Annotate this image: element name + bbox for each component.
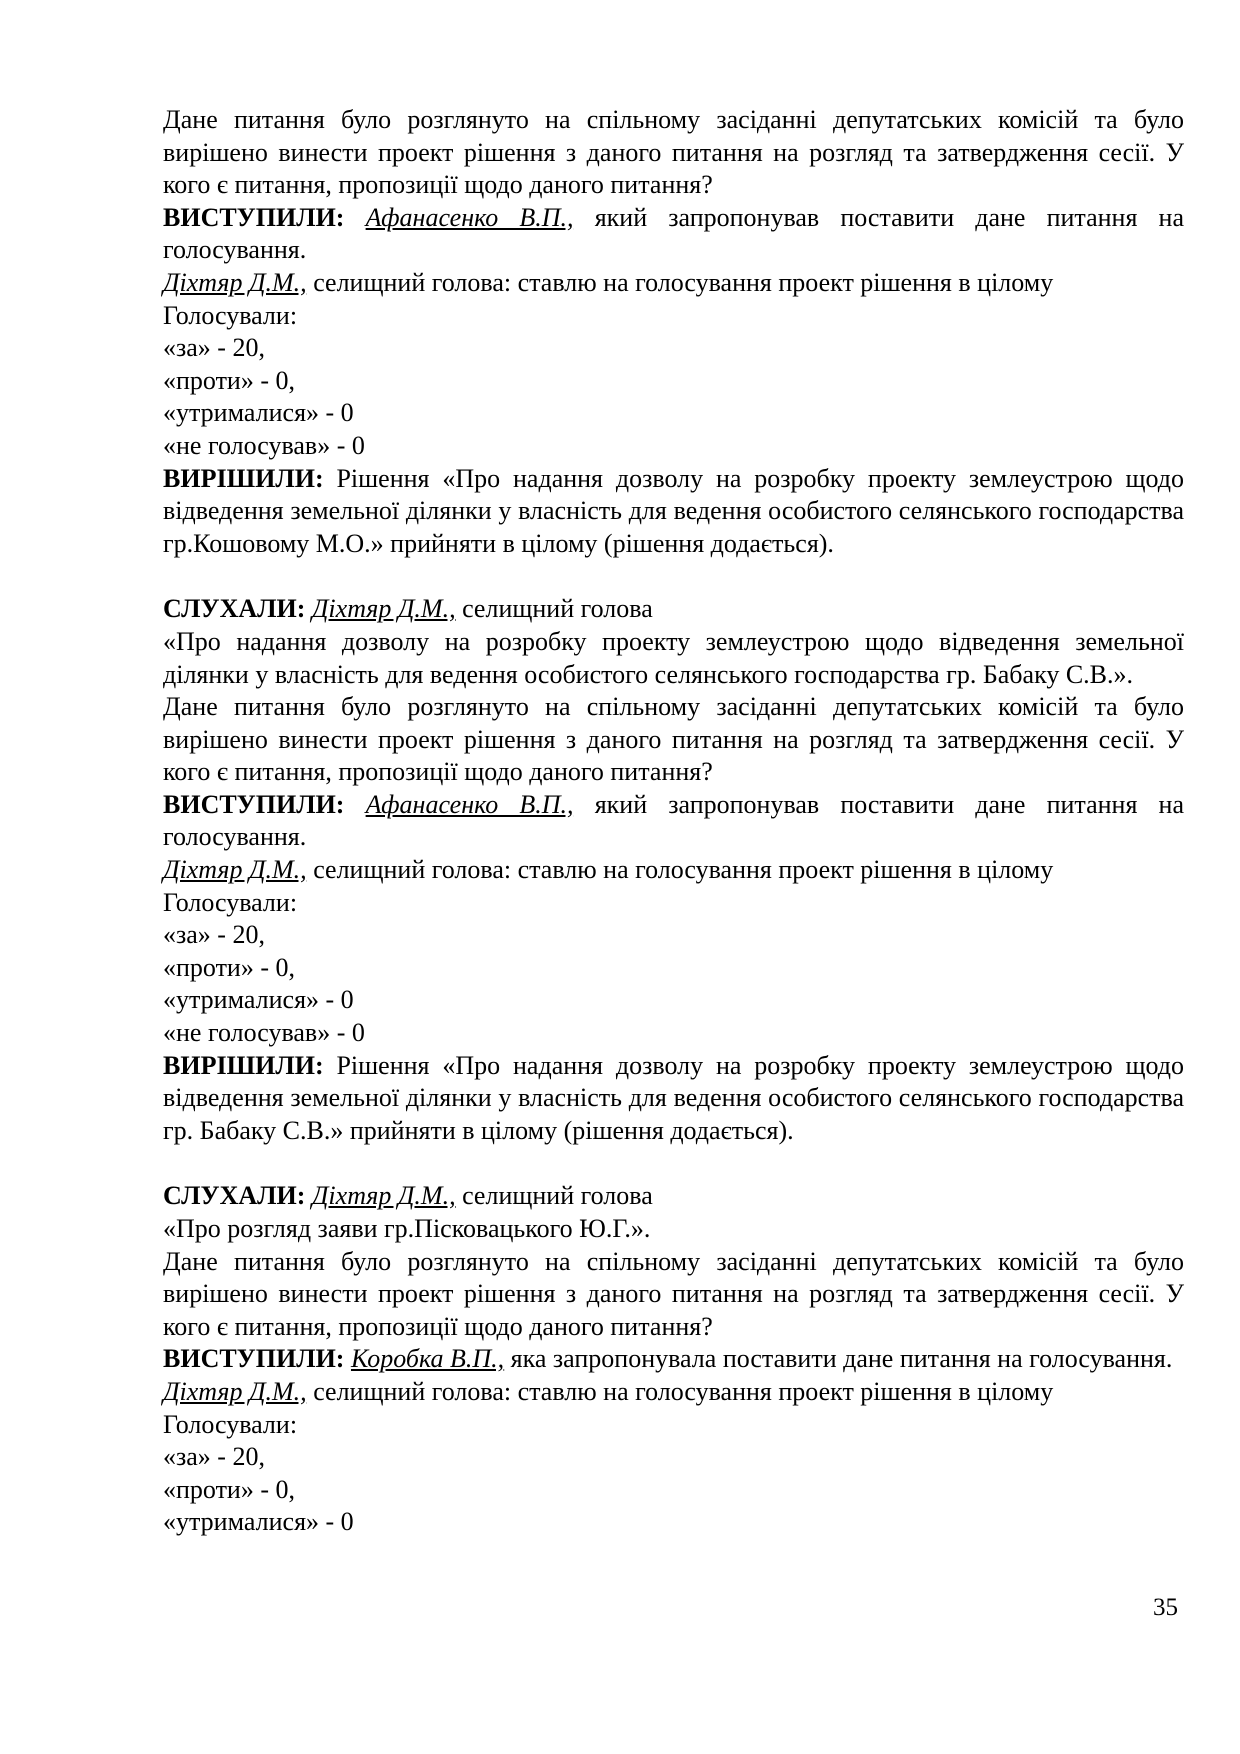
speaker-name: Афанасенко В.П.,	[365, 202, 574, 232]
head-text: селищний голова: ставлю на голосування проект рішення в цілому	[306, 1376, 1054, 1406]
vote-for: «за» - 20,	[163, 920, 265, 950]
document-page	[163, 104, 1184, 1539]
vote-abstained: «утрималися» - 0	[163, 398, 354, 428]
vote-for: «за» - 20,	[163, 1442, 265, 1472]
heard-label: СЛУХАЛИ:	[163, 594, 306, 624]
decision-label: ВИРІШИЛИ:	[163, 463, 324, 493]
spoke-label: ВИСТУПИЛИ:	[163, 789, 345, 819]
vote-against: «проти» - 0,	[163, 1474, 296, 1504]
spoke-paragraph	[163, 202, 1184, 267]
head-text: селищний голова: ставлю на голосування проект рішення в цілому	[306, 855, 1054, 885]
spoke-text: який запропонував поставити дане питання на голосування.	[163, 789, 1185, 852]
head-name: Діхтяр Д.М.,	[163, 267, 307, 297]
section-gap	[163, 1147, 1184, 1180]
decision-label: ВИРІШИЛИ:	[163, 1050, 324, 1080]
speaker-name: Афанасенко В.П.,	[365, 789, 574, 819]
voted-label: Голосували:	[163, 1409, 298, 1439]
head-paragraph	[163, 267, 1184, 300]
heard-label: СЛУХАЛИ:	[163, 1181, 306, 1211]
agenda-title: «Про надання дозволу на розробку проекту землеустрою щодо відведення земельної ділянки у власність для ведення особистого селянського господарства гр. Бабаку С.В.».	[163, 626, 1184, 689]
vote-not-voted: «не голосував» - 0	[163, 430, 365, 460]
section-gap	[163, 560, 1184, 593]
intro-paragraph: Дане питання було розглянуто на спільному засіданні депутатських комісій та було вирішено винести проект рішення з даного питання на розгляд та затвердження сесії. У кого є питання, пропозиції щодо даного питання?	[163, 1246, 1184, 1341]
heard-text: селищний голова	[455, 1181, 653, 1211]
agenda-title: «Про розгляд заяви гр.Пісковацького Ю.Г.».	[163, 1214, 651, 1243]
page-number: 35	[1153, 1594, 1178, 1621]
heard-paragraph	[163, 1180, 1184, 1213]
heard-name: Діхтяр Д.М.,	[311, 1181, 456, 1211]
spoke-paragraph	[163, 789, 1184, 854]
head-name: Діхтяр Д.М.,	[163, 1376, 307, 1406]
spoke-text: яка запропонувала поставити дане питання на голосування.	[504, 1344, 1173, 1374]
heard-paragraph	[163, 593, 1184, 626]
decision-paragraph	[163, 463, 1184, 561]
spoke-label: ВИСТУПИЛИ:	[163, 202, 345, 232]
head-name: Діхтяр Д.М.,	[163, 855, 307, 885]
head-paragraph	[163, 854, 1184, 887]
heard-text: селищний голова	[455, 594, 653, 624]
head-text: селищний голова: ставлю на голосування проект рішення в цілому	[306, 267, 1054, 297]
intro-paragraph: Дане питання було розглянуто на спільному засіданні депутатських комісій та було вирішено винести проект рішення з даного питання на розгляд та затвердження сесії. У кого є питання, пропозиції щодо даного питання?	[163, 692, 1184, 787]
voted-label: Голосували:	[163, 887, 298, 917]
spoke-label: ВИСТУПИЛИ:	[163, 1344, 345, 1374]
vote-against: «проти» - 0,	[163, 952, 296, 982]
decision-paragraph	[163, 1050, 1184, 1148]
spoke-paragraph	[163, 1343, 1184, 1376]
vote-abstained: «утрималися» - 0	[163, 1507, 354, 1537]
vote-not-voted: «не голосував» - 0	[163, 1018, 365, 1048]
spoke-text: який запропонував поставити дане питання на голосування.	[163, 202, 1185, 265]
head-paragraph	[163, 1376, 1184, 1409]
intro-paragraph: Дане питання було розглянуто на спільному засіданні депутатських комісій та було вирішено винести проект рішення з даного питання на розгляд та затвердження сесії. У кого є питання, пропозиції щодо даного питання?	[163, 105, 1184, 200]
voted-label: Голосували:	[163, 300, 298, 330]
heard-name: Діхтяр Д.М.,	[311, 594, 456, 624]
vote-abstained: «утрималися» - 0	[163, 985, 354, 1015]
speaker-name: Коробка В.П.,	[350, 1344, 505, 1374]
vote-for: «за» - 20,	[163, 333, 265, 363]
decision-text: Рішення «Про надання дозволу на розробку проекту землеустрою щодо відведення земельної ділянки у власність для ведення особистого селянського господарства гр. Бабаку С.В.» прийняти в цілому (рішення додається).	[163, 1050, 1184, 1145]
vote-against: «проти» - 0,	[163, 365, 296, 395]
decision-text: Рішення «Про надання дозволу на розробку проекту землеустрою щодо відведення земельної ділянки у власність для ведення особистого селянського господарства гр.Кошовому М.О.» прийняти в цілому (рішення додається).	[163, 463, 1184, 558]
